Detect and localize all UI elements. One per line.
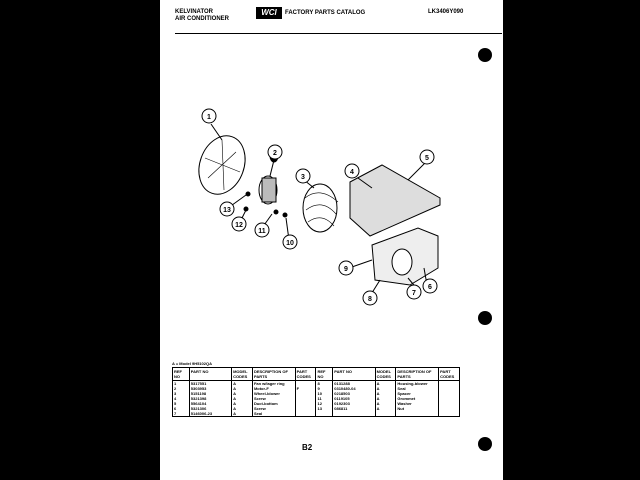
table-cell: A	[232, 406, 253, 411]
col-part-no-2: PART NO	[333, 368, 375, 381]
table-cell: 12	[316, 401, 333, 406]
blower-wheel-part	[303, 184, 337, 232]
table-cell: 13	[316, 406, 333, 411]
table-cell: 0310480-04	[333, 386, 375, 391]
table-cell: 0131288	[333, 381, 375, 387]
table-cell: A	[375, 381, 396, 387]
table-cell: F	[295, 386, 316, 391]
col-model-codes: MODEL CODES	[232, 368, 253, 381]
callout-label-1: 1	[207, 114, 211, 121]
col-description: DESCRIPTION OF PARTS	[252, 368, 295, 381]
brand-name: KELVINATOR	[175, 9, 214, 15]
table-cell: 1	[173, 381, 190, 387]
model-line: A = Model 9H5102QA	[172, 361, 212, 366]
table-cell	[375, 411, 396, 417]
col-ref-no-2: REF NO	[316, 368, 333, 381]
table-cell: Nut	[396, 406, 439, 411]
callout-label-7: 7	[412, 290, 416, 297]
col-model-codes-2: MODEL CODES	[375, 368, 396, 381]
table-cell: 2	[173, 386, 190, 391]
callout-label-9: 9	[344, 266, 348, 273]
col-part-no: PART NO	[189, 368, 231, 381]
col-part-codes-2: PART CODES	[439, 368, 460, 381]
table-cell	[295, 411, 316, 417]
callout-label-3: 3	[301, 174, 305, 181]
exploded-parts-diagram	[160, 0, 503, 360]
callout-label-13: 13	[223, 207, 231, 214]
table-cell: 7	[173, 411, 190, 417]
table-cell: 0192303	[333, 401, 375, 406]
table-cell: Fan w/lager ring	[252, 381, 295, 387]
table-cell: 086811	[333, 406, 375, 411]
table-cell: A	[375, 386, 396, 391]
parts-table	[172, 367, 460, 417]
table-cell: Duct-bottom	[252, 401, 295, 406]
table-cell: 5564104	[189, 401, 231, 406]
table-row	[173, 411, 460, 417]
table-cell: Washer	[396, 401, 439, 406]
table-cell: A	[375, 401, 396, 406]
callout-label-6: 6	[428, 284, 432, 291]
table-cell: 5146006-23	[189, 411, 231, 417]
table-cell: A	[232, 391, 253, 396]
document-number: LK3406Y090	[428, 9, 464, 15]
table-cell: 10	[316, 391, 333, 396]
table-cell: 5303953	[189, 386, 231, 391]
table-cell: 4	[173, 396, 190, 401]
table-cell: A	[232, 386, 253, 391]
table-cell: Screw	[252, 396, 295, 401]
table-cell: Wheel-blower	[252, 391, 295, 396]
table-cell: 5321398	[189, 396, 231, 401]
binder-hole-bottom	[478, 437, 492, 451]
col-ref-no: REF NO	[173, 368, 190, 381]
callout-label-2: 2	[273, 150, 277, 157]
table-cell: A	[232, 411, 253, 417]
table-cell: 5321306	[189, 406, 231, 411]
table-cell: Screw	[252, 406, 295, 411]
col-part-codes: PART CODES	[295, 368, 316, 381]
table-cell: 5317551	[189, 381, 231, 387]
table-cell	[396, 411, 439, 417]
table-cell: Housing-blower	[396, 381, 439, 387]
callout-label-10: 10	[286, 240, 294, 247]
table-cell: A	[375, 391, 396, 396]
brand-product: AIR CONDITIONER	[175, 16, 229, 22]
callout-label-11: 11	[258, 228, 266, 235]
table-cell: 5151198	[189, 391, 231, 396]
catalog-title: FACTORY PARTS CATALOG	[285, 10, 366, 16]
callout-label-8: 8	[368, 296, 372, 303]
callout-label-12: 12	[235, 222, 243, 229]
parts-table-header	[173, 368, 460, 381]
table-cell: A	[375, 406, 396, 411]
table-cell: A	[232, 401, 253, 406]
page-number: B2	[302, 443, 313, 452]
table-cell: Grommet	[396, 396, 439, 401]
table-cell	[333, 411, 375, 417]
table-cell: Seal	[396, 386, 439, 391]
table-cell: A	[375, 396, 396, 401]
table-cell	[439, 411, 460, 417]
table-cell	[316, 411, 333, 417]
callout-label-4: 4	[350, 169, 354, 176]
wci-logo: WCI	[256, 7, 282, 19]
callout-label-5: 5	[425, 155, 429, 162]
table-cell: 0218503	[333, 391, 375, 396]
table-cell: A	[232, 381, 253, 387]
table-cell: 0119105	[333, 396, 375, 401]
table-cell: 3	[173, 391, 190, 396]
table-cell: A	[232, 396, 253, 401]
table-cell: 9	[316, 386, 333, 391]
table-cell: Seal	[252, 411, 295, 417]
table-cell: Motor-F	[252, 386, 295, 391]
col-description-2: DESCRIPTION OF PARTS	[396, 368, 439, 381]
table-cell: 11	[316, 396, 333, 401]
table-cell: Spacer	[396, 391, 439, 396]
table-cell: 6	[173, 406, 190, 411]
table-cell: 8	[316, 381, 333, 387]
duct-bottom-part	[350, 165, 440, 236]
table-cell: 5	[173, 401, 190, 406]
